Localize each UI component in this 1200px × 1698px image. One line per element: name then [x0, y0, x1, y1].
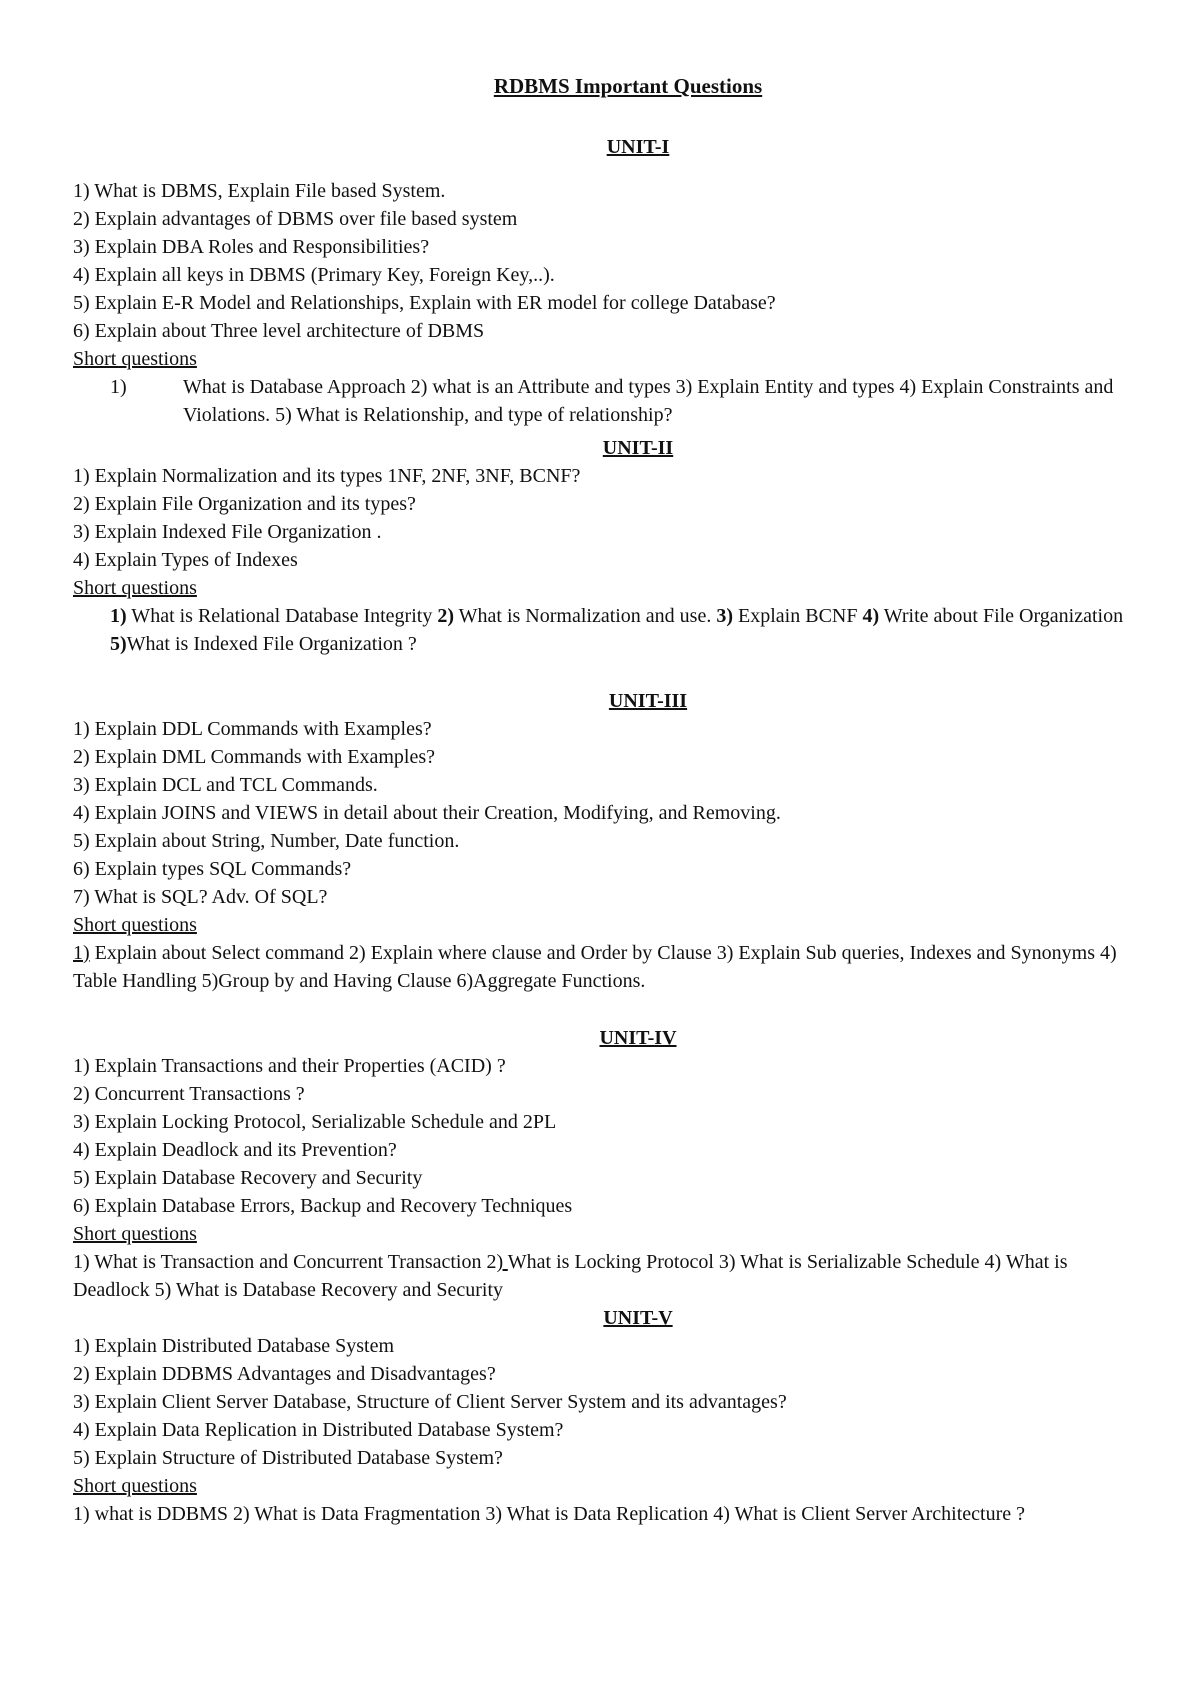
question-item: 3) Explain Indexed File Organization .	[73, 521, 382, 543]
question-item: 3) Explain DCL and TCL Commands.	[73, 774, 378, 796]
short-questions-label: Short questions	[73, 1223, 197, 1245]
question-item: 1) Explain Transactions and their Properties (ACID) ?	[73, 1055, 506, 1077]
unit-5-section	[73, 1304, 1133, 1528]
question-item: 4) Explain all keys in DBMS (Primary Key, Foreign Key,..).	[73, 264, 555, 286]
question-item: 5) Explain E-R Model and Relationships, Explain with ER model for college Database?	[73, 292, 776, 314]
short-questions-text: 1) What is Relational Database Integrity 2) What is Normalization and use. 3) Explain BCNF 4) Write about File Organization 5)What is Indexed File Organization ?	[110, 605, 1124, 655]
question-item: 5) Explain Structure of Distributed Database System?	[73, 1447, 503, 1469]
question-item: 3) Explain Locking Protocol, Serializable Schedule and 2PL	[73, 1111, 557, 1133]
short-questions-text: 1) What is Transaction and Concurrent Transaction 2) What is Locking Protocol 3) What is Serializable Schedule 4) What is Deadlock 5) What is Database Recovery and Security	[73, 1251, 1068, 1301]
unit-heading: UNIT-III	[608, 690, 688, 712]
short-questions-text: 1) Explain about Select command 2) Explain where clause and Order by Clause 3) Explain Sub queries, Indexes and Synonyms 4) Table Handling 5)Group by and Having Clause 6)Aggregate Functions.	[73, 942, 1117, 992]
unit-3-section	[73, 687, 1133, 995]
short-questions-label: Short questions	[73, 1475, 197, 1497]
unit-1-section	[73, 133, 1133, 429]
question-item: 1) Explain Distributed Database System	[73, 1335, 395, 1357]
question-item: 1) What is DBMS, Explain File based System.	[73, 180, 446, 202]
question-item: 1) Explain DDL Commands with Examples?	[73, 718, 432, 740]
question-item: 2) Explain File Organization and its types?	[73, 493, 416, 515]
question-item: 5) Explain about String, Number, Date function.	[73, 830, 460, 852]
question-item: 4) Explain Data Replication in Distributed Database System?	[73, 1419, 564, 1441]
document-title: RDBMS Important Questions	[493, 74, 763, 98]
unit-heading: UNIT-V	[603, 1307, 673, 1329]
short-questions-label: Short questions	[73, 577, 197, 599]
question-item: 7) What is SQL? Adv. Of SQL?	[73, 886, 328, 908]
unit-heading: UNIT-IV	[599, 1027, 677, 1049]
question-item: 4) Explain Deadlock and its Prevention?	[73, 1139, 397, 1161]
unit-4-section	[73, 1024, 1133, 1304]
question-item: 6) Explain Database Errors, Backup and Recovery Techniques	[73, 1195, 573, 1217]
short-questions-label: Short questions	[73, 348, 197, 370]
question-item: 2) Explain advantages of DBMS over file based system	[73, 208, 518, 230]
question-item: 2) Explain DML Commands with Examples?	[73, 746, 435, 768]
question-item: 1) Explain Normalization and its types 1NF, 2NF, 3NF, BCNF?	[73, 465, 581, 487]
question-item: 2) Concurrent Transactions ?	[73, 1083, 305, 1105]
question-item: 5) Explain Database Recovery and Security	[73, 1167, 423, 1189]
question-item: 4) Explain JOINS and VIEWS in detail about their Creation, Modifying, and Removing.	[73, 802, 781, 824]
unit-heading: UNIT-I	[606, 136, 670, 158]
question-item: 2) Explain DDBMS Advantages and Disadvantages?	[73, 1363, 496, 1385]
question-item: 3) Explain Client Server Database, Structure of Client Server System and its advantages?	[73, 1391, 787, 1413]
question-item: 6) Explain about Three level architecture of DBMS	[73, 320, 485, 342]
short-questions-label: Short questions	[73, 914, 197, 936]
short-questions-text: 1) What is Database Approach 2) what is an Attribute and types 3) Explain Entity and types 4) Explain Constraints and Violations. 5) What is Relationship, and type of relationship?	[110, 376, 1114, 426]
question-item: 3) Explain DBA Roles and Responsibilities?	[73, 236, 430, 258]
question-item: 4) Explain Types of Indexes	[73, 549, 298, 571]
question-item: 6) Explain types SQL Commands?	[73, 858, 352, 880]
unit-2-section	[73, 434, 1133, 658]
short-questions-text: 1) what is DDBMS 2) What is Data Fragmentation 3) What is Data Replication 4) What is Client Server Architecture ?	[73, 1503, 1026, 1525]
unit-heading: UNIT-II	[602, 437, 674, 459]
